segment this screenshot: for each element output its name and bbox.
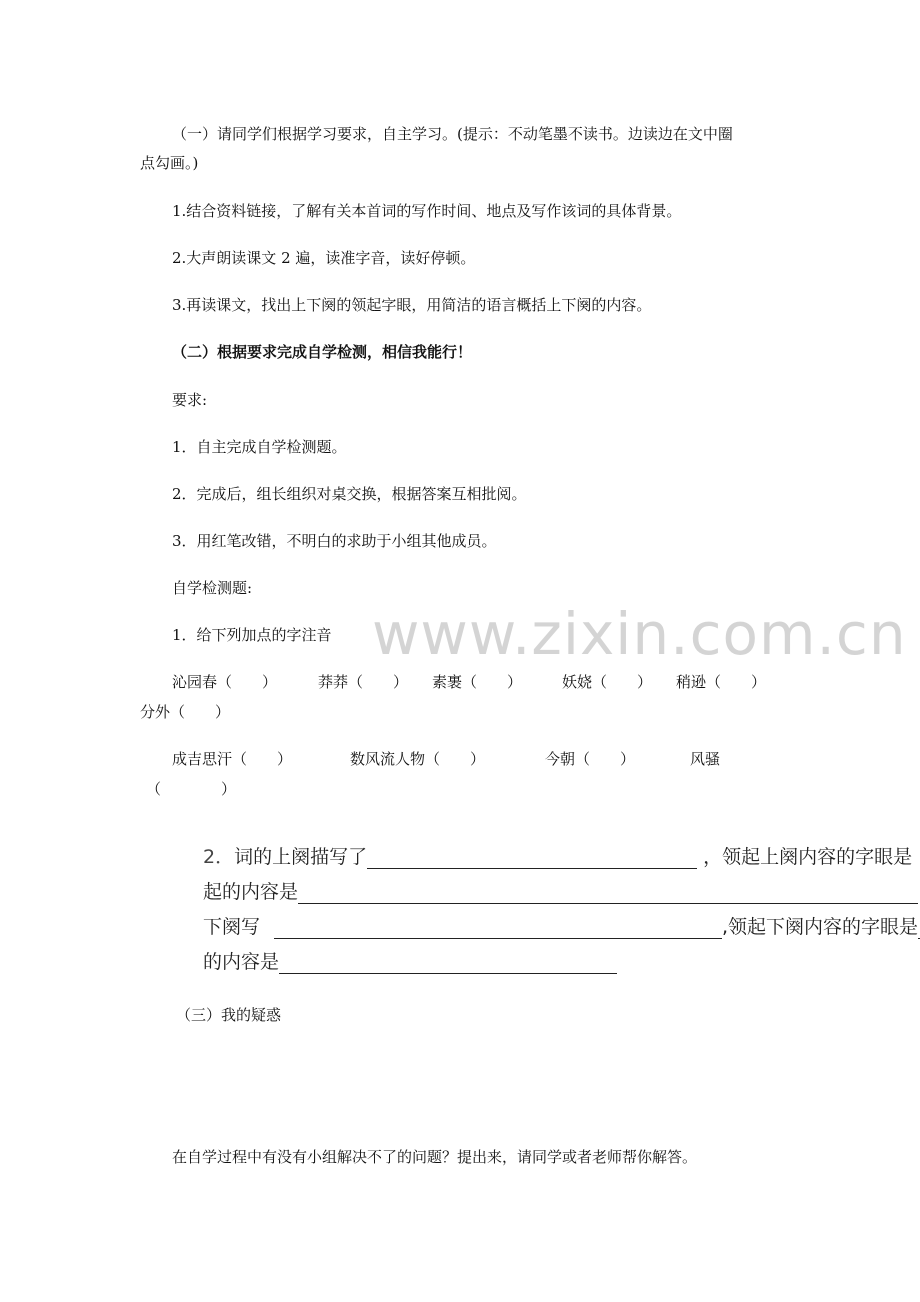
- question-2-line4: [203, 950, 920, 974]
- question-2-line3: [203, 915, 920, 939]
- question-2-line2: [203, 880, 920, 904]
- pinyin-item: （ ）: [146, 780, 237, 798]
- question-2-line1: [203, 845, 920, 869]
- question-2-text-a: 词的上阕描写了: [234, 846, 368, 868]
- pinyin-item: 分外（ ）: [140, 703, 231, 721]
- answer-blank[interactable]: [279, 953, 617, 974]
- section2-heading: （二）根据要求完成自学检测，相信我能行！: [172, 343, 473, 361]
- pinyin-item: 今朝（ ）: [545, 750, 636, 768]
- answer-blank[interactable]: [298, 883, 918, 904]
- pinyin-item: 数风流人物（ ）: [350, 750, 486, 768]
- self-test-label: 自学检测题:: [172, 579, 253, 597]
- question-2-text-f: 的内容是: [203, 951, 280, 973]
- section1-item-2: 2.大声朗读课文 2 遍，读准字音，读好停顿。: [172, 249, 476, 267]
- question-2-text-e: ,领起下阕内容的字眼是: [722, 916, 919, 938]
- requirements-label: 要求:: [172, 391, 208, 409]
- pinyin-item: 莽莽（ ）: [318, 673, 409, 691]
- section3-heading: （三）我的疑惑: [176, 1006, 282, 1024]
- watermark: www.zixin.com.cn: [372, 600, 907, 668]
- question-2-text-b: ，领起上阕内容的字眼是: [703, 846, 913, 868]
- pinyin-item: 素裹（ ）: [432, 673, 523, 691]
- section1-intro-line2: 点勾画。): [140, 154, 199, 172]
- pinyin-item: 沁园春（ ）: [172, 673, 278, 691]
- pinyin-item: 成吉思汗（ ）: [172, 750, 293, 768]
- question-2-text-c: 起的内容是: [203, 881, 299, 903]
- answer-blank[interactable]: [367, 848, 697, 869]
- requirement-item-1: 1．自主完成自学检测题。: [172, 438, 347, 456]
- pinyin-item: 风骚: [690, 750, 721, 768]
- question-2-text-d: 下阕写: [203, 916, 261, 938]
- section1-item-3: 3.再读课文，找出上下阕的领起字眼，用简洁的语言概括上下阕的内容。: [172, 296, 652, 314]
- question-2-number: 2．: [203, 846, 235, 868]
- section1-item-1: 1.结合资料链接，了解有关本首词的写作时间、地点及写作该词的具体背景。: [172, 202, 682, 220]
- pinyin-item: 妖娆（ ）: [562, 673, 653, 691]
- question-1: 1．给下列加点的字注音: [172, 626, 332, 644]
- requirement-item-3: 3．用红笔改错，不明白的求助于小组其他成员。: [172, 532, 497, 550]
- section1-intro-line1: （一）请同学们根据学习要求，自主学习。(提示：不动笔墨不读书。边读边在文中圈: [172, 125, 733, 143]
- answer-blank[interactable]: [274, 918, 722, 939]
- pinyin-item: 稍逊（ ）: [676, 673, 767, 691]
- requirement-item-2: 2．完成后，组长组织对桌交换，根据答案互相批阅。: [172, 485, 527, 503]
- section3-text: 在自学过程中有没有小组解决不了的问题？提出来，请同学或者老师帮你解答。: [172, 1148, 698, 1166]
